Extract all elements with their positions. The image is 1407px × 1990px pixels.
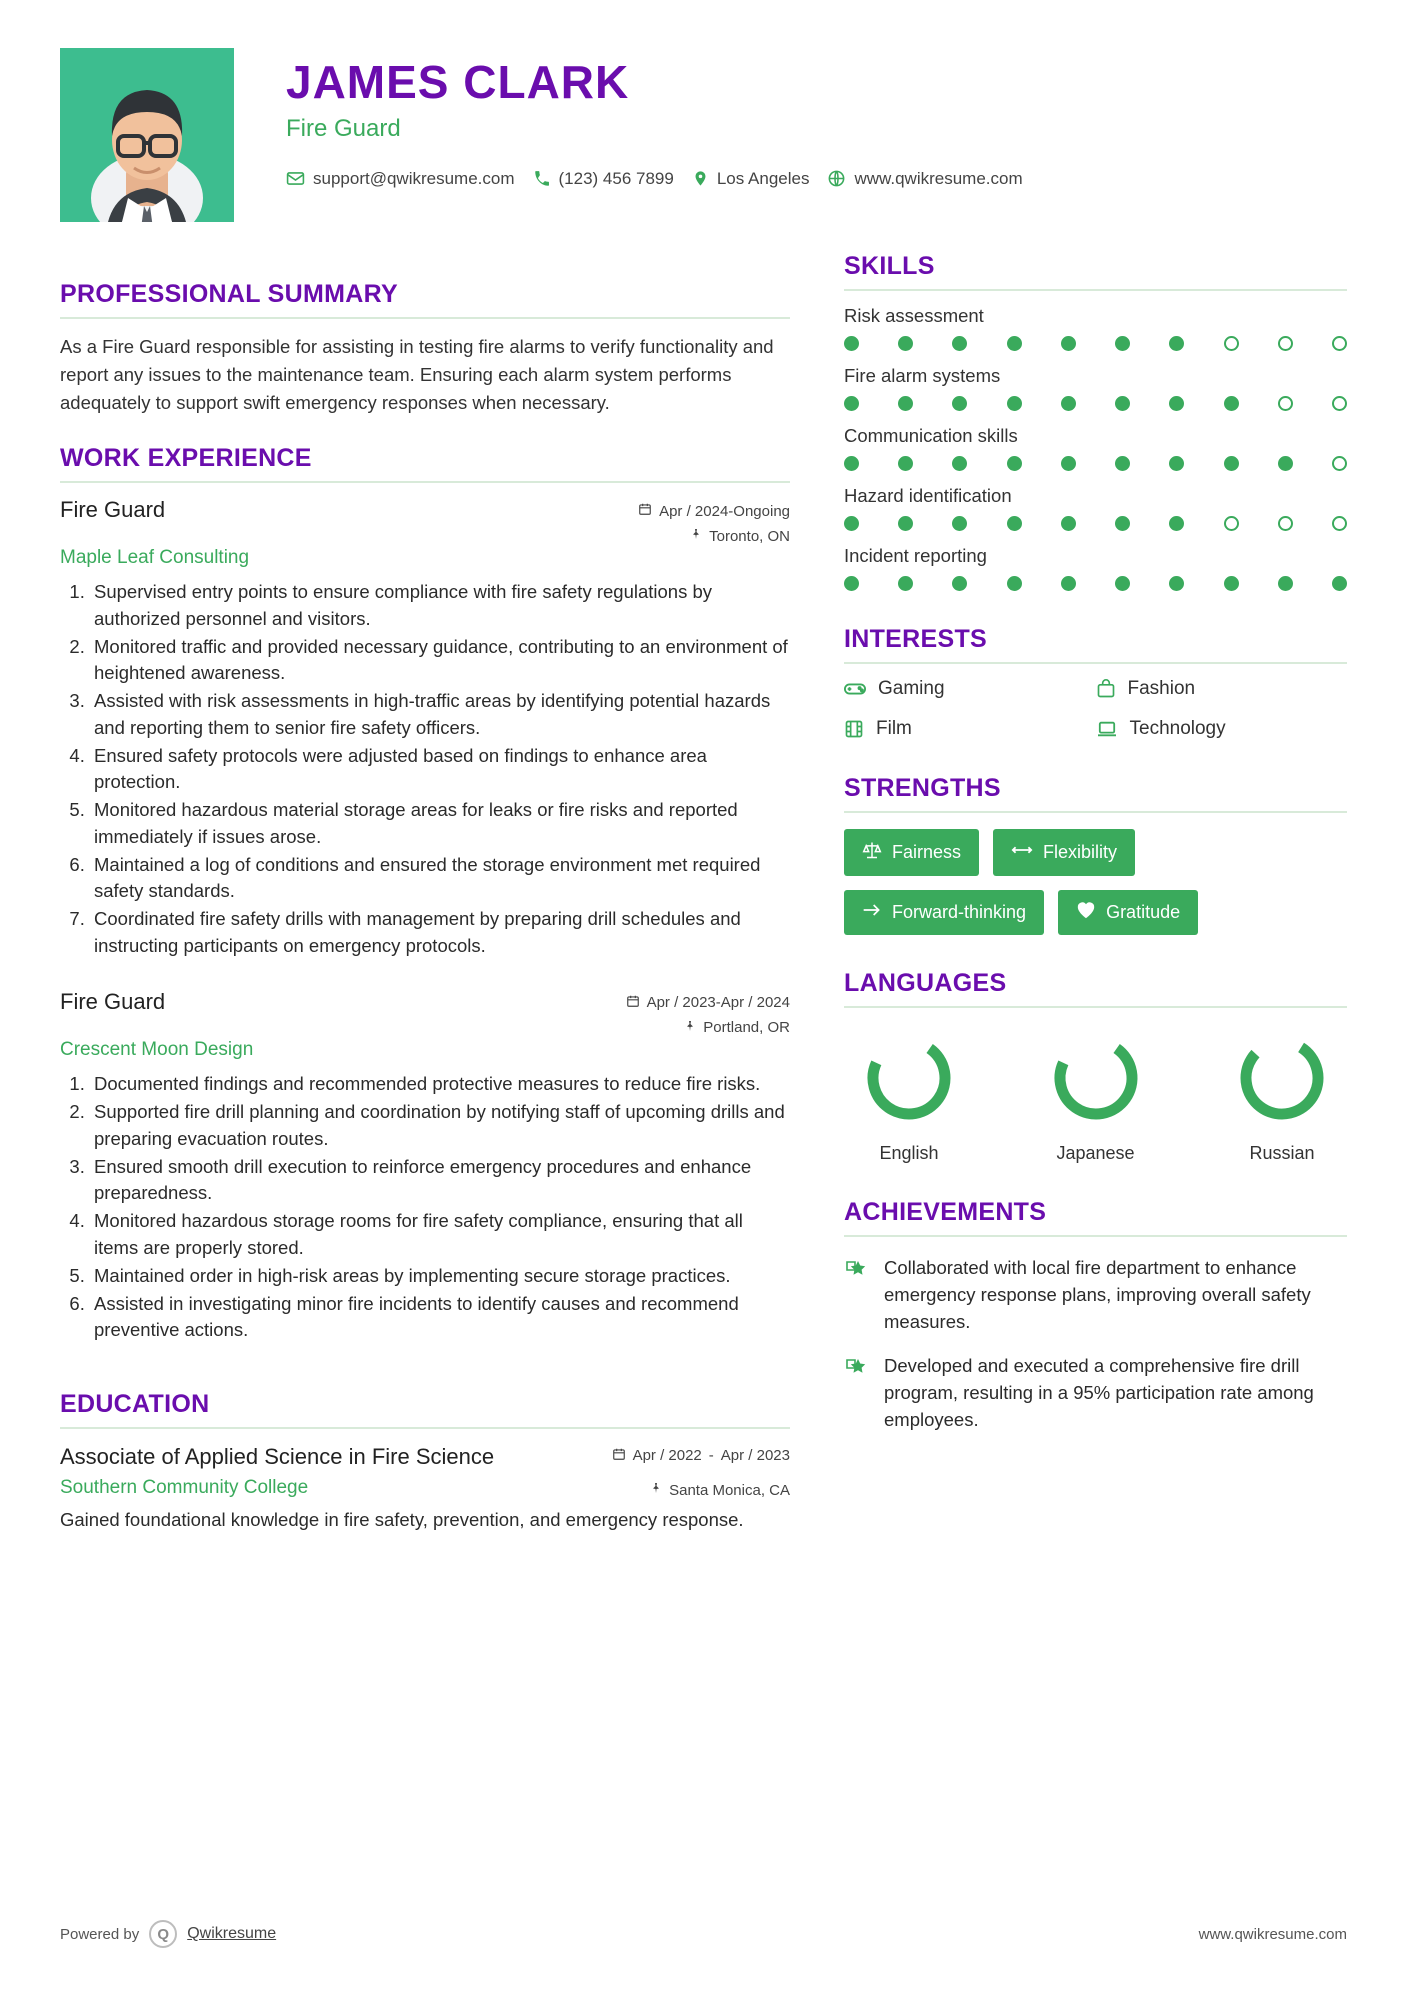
dot-empty	[1332, 516, 1347, 531]
contact-email-text: support@qwikresume.com	[313, 168, 515, 188]
work-entry	[60, 989, 790, 1344]
dot-filled	[1007, 576, 1022, 591]
interests-grid	[844, 678, 1347, 740]
skill-rating	[844, 576, 1347, 591]
interest-item	[1096, 718, 1348, 740]
left-column	[60, 252, 790, 1534]
section-title-work: WORK EXPERIENCE	[60, 444, 312, 473]
job-location: Toronto, ON	[709, 527, 790, 545]
job-title: Fire Guard	[60, 497, 166, 523]
section-title-interests: INTERESTS	[844, 625, 987, 653]
skill-row	[844, 425, 1347, 471]
dot-filled	[898, 456, 913, 471]
avatar	[60, 48, 234, 222]
contact-email[interactable]	[286, 169, 515, 189]
language-label: English	[879, 1143, 939, 1163]
dot-filled	[898, 396, 913, 411]
laptop-icon	[1096, 720, 1118, 738]
divider	[844, 1235, 1347, 1237]
dot-filled	[898, 576, 913, 591]
resume-header	[0, 0, 1407, 222]
divider	[844, 289, 1347, 291]
dot-filled	[1169, 516, 1184, 531]
interest-label: Film	[876, 718, 912, 739]
contact-location[interactable]	[692, 169, 810, 189]
language-item	[1217, 1028, 1347, 1164]
scales-icon	[862, 840, 882, 865]
skill-rating	[844, 396, 1347, 411]
strength-label: Fairness	[892, 842, 962, 862]
list-item: 1. Supervised entry points to ensure compliance with fire safety regulations by authorized personnel and visitors.	[90, 579, 790, 632]
powered-by-label: Powered by	[60, 1925, 140, 1943]
dot-filled	[1169, 456, 1184, 471]
achievement-item	[844, 1353, 1347, 1433]
dot-filled	[1115, 396, 1130, 411]
list-item: 6. Maintained a log of conditions and ensured the storage environment met required safety standards.	[90, 852, 790, 905]
strength-label: Flexibility	[1043, 842, 1118, 862]
brand-name-link[interactable]: Qwikresume	[187, 1925, 277, 1942]
education-date-end: Apr / 2023	[720, 1446, 790, 1464]
strength-chip-flexibility	[993, 829, 1135, 876]
job-title: Fire Guard	[60, 988, 166, 1014]
strengths-list	[844, 829, 1347, 935]
dot-filled	[1224, 576, 1239, 591]
skill-label: Risk assessment	[844, 305, 984, 326]
interest-item	[844, 718, 1096, 740]
skill-rating	[844, 336, 1347, 351]
heart-icon	[1076, 901, 1096, 924]
interest-item	[1096, 678, 1348, 700]
education-date-sep: -	[708, 1446, 714, 1464]
skill-rating	[844, 516, 1347, 531]
strength-chip-fairness	[844, 829, 979, 876]
dot-filled	[844, 396, 859, 411]
list-item: 2. Supported fire drill planning and coordination by notifying staff of upcoming drills and preparing evacuation routes.	[90, 1099, 790, 1152]
education-entry	[60, 1443, 790, 1534]
list-item: 7. Coordinated fire safety drills with management by preparing drill schedules and instructing participants on emergency protocols.	[90, 906, 790, 959]
list-item: 5. Maintained order in high-risk areas by implementing secure storage practices.	[90, 1263, 790, 1289]
education-location-wrap	[650, 1477, 790, 1499]
dot-filled	[1169, 336, 1184, 351]
location-icon	[692, 169, 709, 188]
dot-filled	[1115, 456, 1130, 471]
dot-filled	[1278, 456, 1293, 471]
dot-filled	[952, 336, 967, 351]
page-footer	[60, 1920, 1347, 1948]
skill-label: Incident reporting	[844, 545, 987, 566]
dot-empty	[1278, 396, 1293, 411]
pin-icon	[684, 1019, 696, 1037]
dot-filled	[1061, 576, 1076, 591]
skill-row	[844, 545, 1347, 591]
list-item: 3. Ensured smooth drill execution to reinforce emergency procedures and enhance preparedness.	[90, 1154, 790, 1207]
globe-icon	[827, 169, 846, 188]
dot-filled	[1007, 516, 1022, 531]
dot-filled	[1007, 456, 1022, 471]
dot-filled	[844, 516, 859, 531]
dot-empty	[1278, 516, 1293, 531]
dot-filled	[1007, 336, 1022, 351]
education-school: Southern Community College	[60, 1477, 309, 1499]
contact-website-text: www.qwikresume.com	[854, 168, 1023, 188]
list-item: 3. Assisted with risk assessments in high-traffic areas by identifying potential hazards and reporting them to senior fire safety officers.	[90, 688, 790, 741]
dot-empty	[1332, 336, 1347, 351]
strength-chip-gratitude	[1058, 890, 1198, 935]
job-bullets	[90, 1071, 790, 1344]
footer-site-url[interactable]: www.qwikresume.com	[1198, 1925, 1347, 1943]
list-item: 4. Monitored hazardous storage rooms for fire safety compliance, ensuring that all items are properly stored.	[90, 1208, 790, 1261]
calendar-icon	[638, 502, 652, 520]
work-entry	[60, 497, 790, 959]
skill-rating	[844, 456, 1347, 471]
list-item: 1. Documented findings and recommended protective measures to reduce fire risks.	[90, 1071, 790, 1097]
divider	[844, 811, 1347, 813]
education-location: Santa Monica, CA	[669, 1481, 790, 1499]
skill-label: Fire alarm systems	[844, 365, 1001, 386]
skill-label: Communication skills	[844, 425, 1018, 446]
contact-row	[286, 169, 1347, 189]
language-gauge	[1232, 1028, 1332, 1128]
strength-label: Forward-thinking	[892, 902, 1027, 922]
dot-filled	[1115, 336, 1130, 351]
page-title: JAMES CLARK	[286, 56, 630, 108]
skill-label: Hazard identification	[844, 485, 1012, 506]
section-title-languages: LANGUAGES	[844, 969, 1007, 997]
language-label: Russian	[1249, 1143, 1315, 1163]
job-dates: Apr / 2024-Ongoing	[659, 502, 790, 520]
strength-label: Gratitude	[1106, 902, 1181, 922]
dot-filled	[952, 516, 967, 531]
dot-filled	[1007, 396, 1022, 411]
job-company: Crescent Moon Design	[60, 1038, 254, 1060]
calendar-icon	[612, 1447, 626, 1465]
pin-icon	[650, 1481, 662, 1499]
dot-filled	[1061, 336, 1076, 351]
header-text	[234, 48, 1347, 189]
contact-location-text: Los Angeles	[716, 168, 810, 188]
qwikresume-logo-icon: Q	[149, 1920, 177, 1948]
language-gauge	[1046, 1028, 1146, 1128]
job-role: Fire Guard	[286, 114, 401, 142]
list-item: 6. Assisted in investigating minor fire incidents to identify causes and recommend preventive actions.	[90, 1291, 790, 1344]
dot-filled	[1224, 456, 1239, 471]
languages-list	[844, 1028, 1347, 1164]
calendar-icon	[626, 994, 640, 1012]
dot-filled	[1115, 516, 1130, 531]
right-column	[844, 252, 1347, 1534]
dot-filled	[1061, 456, 1076, 471]
education-degree: Associate of Applied Science in Fire Science	[60, 1443, 495, 1469]
language-gauge	[859, 1028, 959, 1128]
arrow-right-icon	[862, 902, 882, 923]
badge-star-icon	[844, 1255, 870, 1335]
section-title-education: EDUCATION	[60, 1389, 210, 1418]
dot-filled	[952, 456, 967, 471]
dot-filled	[1278, 576, 1293, 591]
dot-filled	[844, 576, 859, 591]
arrows-icon	[1011, 842, 1033, 863]
interest-item	[844, 678, 1096, 700]
email-icon	[286, 169, 305, 188]
interest-label: Gaming	[878, 678, 945, 699]
dot-empty	[1224, 516, 1239, 531]
section-title-skills: SKILLS	[844, 252, 935, 280]
dot-filled	[1332, 576, 1347, 591]
divider	[844, 662, 1347, 664]
section-title-achievements: ACHIEVEMENTS	[844, 1198, 1047, 1226]
resume-body	[0, 222, 1407, 1534]
job-location: Portland, OR	[703, 1019, 790, 1037]
dot-empty	[1224, 336, 1239, 351]
contact-phone[interactable]	[533, 169, 674, 189]
section-title-strengths: STRENGTHS	[844, 774, 1001, 802]
strength-chip-forward-thinking	[844, 890, 1044, 935]
divider	[60, 317, 790, 319]
dot-filled	[952, 396, 967, 411]
education-description: Gained foundational knowledge in fire safety, prevention, and emergency response.	[60, 1509, 744, 1531]
language-item	[844, 1028, 974, 1164]
divider	[60, 1427, 790, 1429]
brand-block	[60, 1920, 276, 1948]
list-item: 2. Monitored traffic and provided necessary guidance, contributing to an environment of heightened awareness.	[90, 634, 790, 687]
divider	[60, 481, 790, 483]
interest-label: Fashion	[1127, 678, 1196, 699]
achievement-text: Collaborated with local fire department to enhance emergency response plans, improving overall safety measures.	[884, 1257, 1311, 1332]
dot-filled	[844, 456, 859, 471]
interest-label: Technology	[1129, 718, 1226, 739]
pin-icon	[690, 527, 702, 545]
gamepad-icon	[844, 681, 866, 697]
dot-empty	[1332, 396, 1347, 411]
skill-row	[844, 305, 1347, 351]
list-item: 4. Ensured safety protocols were adjusted based on findings to enhance area protection.	[90, 743, 790, 796]
section-title-summary: PROFESSIONAL SUMMARY	[60, 280, 398, 308]
achievement-item	[844, 1255, 1347, 1335]
dot-empty	[1278, 336, 1293, 351]
dot-filled	[1115, 576, 1130, 591]
job-dates: Apr / 2023-Apr / 2024	[646, 994, 790, 1012]
phone-icon	[533, 170, 551, 188]
dot-filled	[898, 336, 913, 351]
skill-row	[844, 365, 1347, 411]
language-label: Japanese	[1056, 1143, 1135, 1163]
contact-phone-text: (123) 456 7899	[558, 168, 674, 188]
job-company: Maple Leaf Consulting	[60, 547, 250, 569]
divider	[844, 1006, 1347, 1008]
dot-filled	[844, 336, 859, 351]
dot-filled	[1169, 576, 1184, 591]
badge-star-icon	[844, 1353, 870, 1433]
list-item: 5. Monitored hazardous material storage areas for leaks or fire risks and reported immediately if issues arose.	[90, 797, 790, 850]
contact-website[interactable]	[827, 169, 1022, 189]
bag-icon	[1096, 679, 1116, 699]
summary-text: As a Fire Guard responsible for assisting in testing fire alarms to verify functionality and report any issues to the maintenance team. Ensuring each alarm system performs adequately to support swift emergency responses when necessary.	[60, 336, 774, 413]
dot-filled	[898, 516, 913, 531]
education-dates	[612, 1443, 790, 1465]
achievement-text: Developed and executed a comprehensive fire drill program, resulting in a 95% participation rate among employees.	[884, 1355, 1314, 1431]
job-bullets	[90, 579, 790, 959]
education-date-start: Apr / 2022	[632, 1446, 702, 1464]
skill-row	[844, 485, 1347, 531]
dot-filled	[1169, 396, 1184, 411]
dot-filled	[1061, 396, 1076, 411]
film-icon	[844, 719, 864, 739]
dot-filled	[952, 576, 967, 591]
dot-filled	[1061, 516, 1076, 531]
language-item	[1031, 1028, 1161, 1164]
dot-filled	[1224, 396, 1239, 411]
dot-empty	[1332, 456, 1347, 471]
